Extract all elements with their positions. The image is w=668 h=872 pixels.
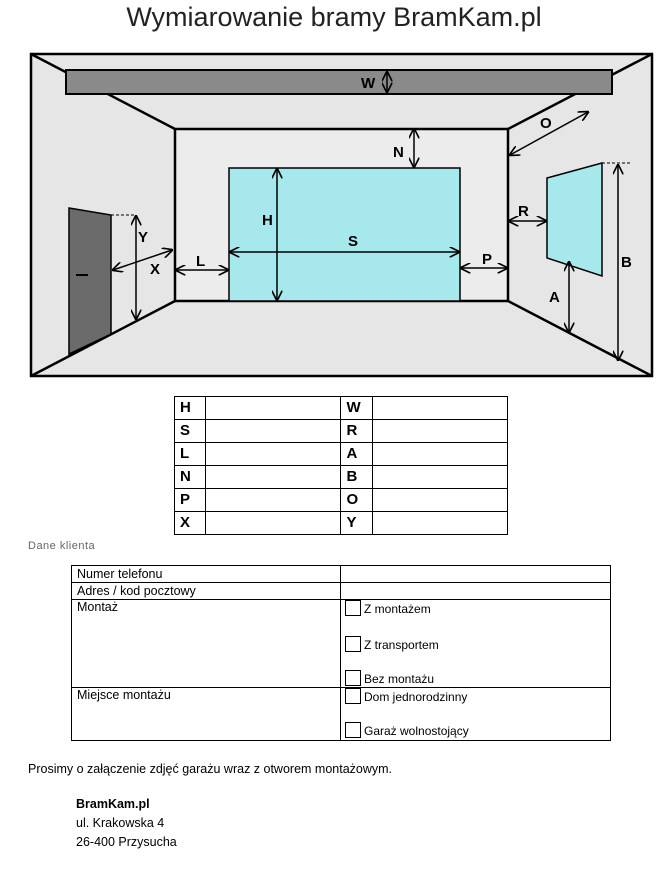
dim-label: N <box>175 466 206 489</box>
dimensions-row <box>175 489 508 512</box>
phone-label: Numer telefonu <box>72 566 341 583</box>
checkbox[interactable] <box>345 670 361 686</box>
label-l: L <box>196 253 206 270</box>
client-section-label: Dane klienta <box>28 540 96 552</box>
dim-label: Y <box>341 512 372 535</box>
dim-label: R <box>341 420 372 443</box>
dimensions-row <box>175 397 508 420</box>
company-city: 26-400 Przysucha <box>76 835 177 849</box>
mount-option-label: Bez montażu <box>364 672 435 686</box>
place-option-label: Dom jednorodzinny <box>364 690 468 704</box>
mount-option-label: Z transportem <box>364 638 439 652</box>
place-option[interactable] <box>345 722 469 738</box>
dimensions-row <box>175 420 508 443</box>
dimensions-table <box>174 396 508 535</box>
mount-option[interactable] <box>345 636 439 652</box>
dim-value-field[interactable] <box>372 443 507 466</box>
dim-label: H <box>175 397 206 420</box>
dim-value-field[interactable] <box>372 466 507 489</box>
company-name: BramKam.pl <box>76 797 150 811</box>
checkbox[interactable] <box>345 688 361 704</box>
side-window <box>547 163 602 276</box>
dim-value-field[interactable] <box>372 512 507 535</box>
label-p: P <box>482 251 493 268</box>
label-a: A <box>549 289 560 306</box>
dim-label: B <box>341 466 372 489</box>
dim-label: A <box>341 443 372 466</box>
mount-option[interactable] <box>345 670 434 686</box>
company-street: ul. Krakowska 4 <box>76 816 165 830</box>
dim-label: P <box>175 489 206 512</box>
dimensions-row <box>175 466 508 489</box>
place-label: Miejsce montażu <box>72 688 341 741</box>
photo-note: Prosimy o załączenie zdjęć garażu wraz z otworem montażowym. <box>28 762 393 776</box>
checkbox[interactable] <box>345 636 361 652</box>
label-x: X <box>150 261 161 278</box>
mount-label: Montaż <box>72 600 341 688</box>
garage-diagram <box>0 0 668 390</box>
checkbox[interactable] <box>345 722 361 738</box>
client-table <box>71 565 611 741</box>
dimensions-row <box>175 443 508 466</box>
mount-option-label: Z montażem <box>364 602 431 616</box>
dim-value-field[interactable] <box>206 489 341 512</box>
side-door <box>69 208 111 354</box>
place-options <box>341 688 611 741</box>
dim-value-field[interactable] <box>206 443 341 466</box>
dim-label: S <box>175 420 206 443</box>
place-option-label: Garaż wolnostojący <box>364 724 469 738</box>
dim-label: W <box>341 397 372 420</box>
dim-value-field[interactable] <box>206 397 341 420</box>
label-b: B <box>621 254 632 271</box>
dim-label: O <box>341 489 372 512</box>
mount-option[interactable] <box>345 600 431 616</box>
dim-label: X <box>175 512 206 535</box>
dim-value-field[interactable] <box>206 466 341 489</box>
dim-label: L <box>175 443 206 466</box>
label-w: W <box>361 75 376 92</box>
address-field[interactable] <box>341 583 611 600</box>
dim-value-field[interactable] <box>372 397 507 420</box>
address-label: Adres / kod pocztowy <box>72 583 341 600</box>
dimensions-row <box>175 512 508 535</box>
label-r: R <box>518 203 529 220</box>
page-title: Wymiarowanie bramy BramKam.pl <box>126 2 542 32</box>
label-y: Y <box>138 229 149 246</box>
place-option[interactable] <box>345 688 467 704</box>
ceiling-beam <box>66 70 612 94</box>
checkbox[interactable] <box>345 600 361 616</box>
dim-value-field[interactable] <box>372 420 507 443</box>
mount-options <box>341 600 611 688</box>
gate-opening <box>229 168 460 301</box>
label-h: H <box>262 212 273 229</box>
label-n: N <box>393 144 404 161</box>
label-s: S <box>348 233 359 250</box>
dim-value-field[interactable] <box>206 512 341 535</box>
phone-field[interactable] <box>341 566 611 583</box>
dim-value-field[interactable] <box>206 420 341 443</box>
dim-value-field[interactable] <box>372 489 507 512</box>
company-address <box>76 795 177 852</box>
label-o: O <box>540 115 552 132</box>
